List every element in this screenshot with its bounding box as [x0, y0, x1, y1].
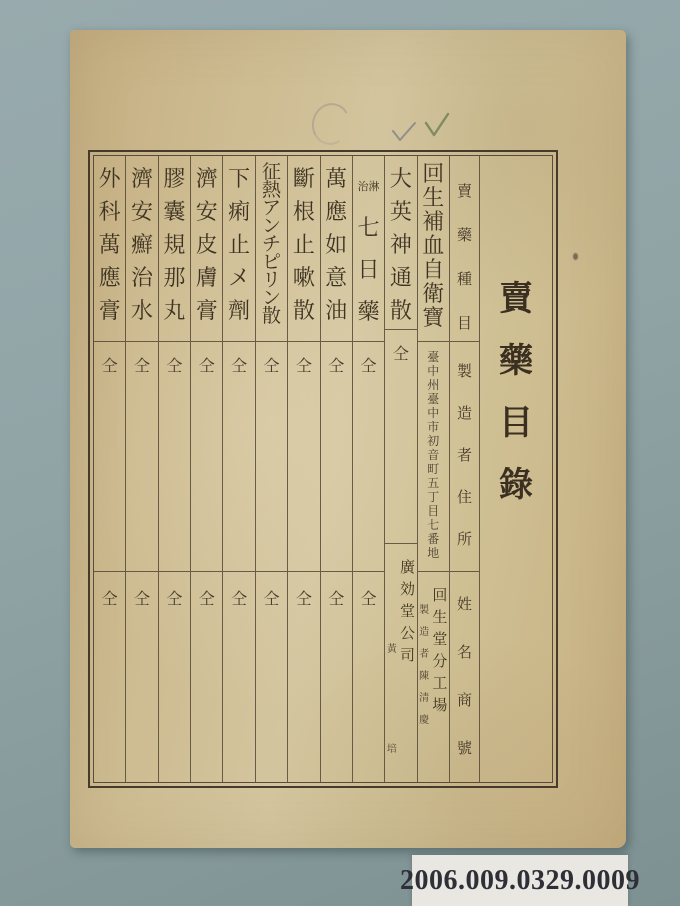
maker-name-cell [256, 571, 287, 782]
check-mark-icon [391, 120, 417, 144]
item-name-text: 萬應如意油 [325, 167, 348, 324]
item-name-cell [256, 156, 287, 341]
maker-name-cell [353, 571, 384, 782]
manufacturer-address-cell [353, 341, 384, 571]
maker-name-cell [94, 571, 125, 782]
maker-name-cell [126, 571, 157, 782]
ditto-mark: 仝 [263, 589, 280, 608]
ditto-mark: 仝 [166, 589, 183, 608]
entry-column-5 [288, 156, 320, 782]
document-paper [70, 30, 626, 848]
manufacturer-address-cell [256, 341, 287, 571]
ditto-mark: 仝 [198, 589, 215, 608]
ditto-mark: 仝 [134, 356, 151, 375]
item-name-text: 濟安癬治水 [131, 167, 154, 324]
item-name-text: 外科萬應膏 [98, 167, 121, 324]
maker-small-text: 黃培 [386, 643, 397, 755]
entry-column-9 [159, 156, 191, 782]
item-name-cell [126, 156, 157, 341]
ditto-mark: 仝 [101, 356, 118, 375]
maker-name-cell [321, 571, 352, 782]
manufacturer-address-cell [321, 341, 352, 571]
item-name-cell [321, 156, 352, 341]
maker-main-text: 廣効堂公司 [399, 557, 415, 664]
item-name-text: 膠囊規那丸 [163, 167, 186, 324]
item-name-cell [191, 156, 222, 341]
document-title: 賣藥目錄 [498, 279, 533, 505]
ditto-mark: 仝 [360, 356, 377, 375]
item-name-cell [288, 156, 319, 341]
header-address-label: 製造者住所 [456, 362, 472, 548]
maker-name-cell [418, 571, 449, 782]
item-name-cell [385, 156, 416, 329]
header-name-cell [450, 571, 479, 782]
item-name-text: 大英神通散 [389, 167, 412, 324]
check-mark-icon [423, 110, 451, 138]
ditto-mark: 仝 [134, 589, 151, 608]
item-name-text: 征熱アンチピリン散 [261, 161, 281, 327]
header-address-cell [450, 341, 479, 571]
ditto-mark: 仝 [360, 589, 377, 608]
manufacturer-address-cell [288, 341, 319, 571]
entry-column-11 [94, 156, 126, 782]
manufacturer-address-cell [385, 329, 416, 543]
item-name-text: 斷根止嗽散 [292, 167, 315, 324]
item-name-text: 濟安皮膚膏 [195, 167, 218, 324]
paper-blemish [573, 253, 578, 260]
manufacturer-address-cell [191, 341, 222, 571]
maker-name-cell [191, 571, 222, 782]
catalog-table [88, 150, 558, 788]
ditto-mark: 仝 [392, 343, 409, 363]
header-items-label: 賣藥種目 [456, 182, 472, 332]
entry-column-1 [418, 156, 450, 782]
ditto-mark: 仝 [166, 356, 183, 375]
manufacturer-address-cell [418, 341, 449, 571]
ditto-mark: 仝 [231, 589, 248, 608]
ditto-mark: 仝 [295, 356, 312, 375]
item-name-text: 回生補血自衛寶 [422, 162, 445, 331]
ditto-mark: 仝 [328, 589, 345, 608]
pencil-circle-mark [307, 99, 354, 149]
item-name-text: 治淋七日藥 [357, 180, 380, 325]
table-header-column [450, 156, 480, 782]
item-name-cell [159, 156, 190, 341]
entry-column-8 [191, 156, 223, 782]
ditto-mark: 仝 [231, 356, 248, 375]
ditto-mark: 仝 [295, 589, 312, 608]
maker-main-text: 回生堂分工場 [432, 586, 448, 714]
manufacturer-address-cell [94, 341, 125, 571]
item-name-cell [418, 156, 449, 341]
maker-detail [385, 544, 416, 782]
entry-column-6 [256, 156, 288, 782]
manufacturer-address-cell [159, 341, 190, 571]
entry-column-2 [385, 156, 417, 782]
entry-column-4 [321, 156, 353, 782]
table-title-column [480, 156, 552, 782]
header-name-label: 姓名商號 [456, 595, 472, 757]
maker-name-cell [223, 571, 254, 782]
item-name-text: 下痢止メ劑 [228, 167, 251, 324]
item-name-cell [94, 156, 125, 341]
maker-small-text: 製造者陳清慶 [419, 605, 430, 726]
item-name-cell [223, 156, 254, 341]
manufacturer-address-text: 臺中州臺中市初音町五丁目七番地 [427, 350, 440, 560]
catalog-table-columns [93, 155, 553, 783]
ditto-mark: 仝 [198, 356, 215, 375]
manufacturer-address-cell [223, 341, 254, 571]
maker-name-cell [288, 571, 319, 782]
maker-name-cell [385, 543, 416, 782]
header-items-cell [450, 156, 479, 341]
maker-name-cell [159, 571, 190, 782]
maker-detail [418, 572, 449, 732]
entry-column-7 [223, 156, 255, 782]
entry-column-10 [126, 156, 158, 782]
catalog-number-text: 2006.009.0329.0009 [400, 864, 640, 896]
entry-column-3 [353, 156, 385, 782]
manufacturer-address-cell [126, 341, 157, 571]
catalog-number-label [400, 855, 640, 906]
ditto-mark: 仝 [263, 356, 280, 375]
item-name-cell [353, 156, 384, 341]
ditto-mark: 仝 [328, 356, 345, 375]
ditto-mark: 仝 [101, 589, 118, 608]
item-name-small-prefix: 治淋 [357, 180, 380, 193]
